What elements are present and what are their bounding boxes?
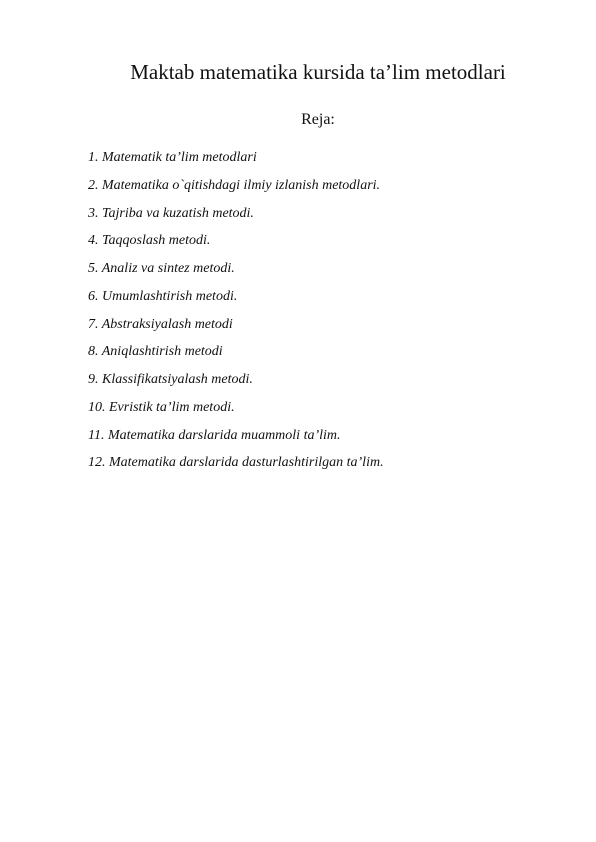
plan-item-5: 5. Analiz va sintez metodi.: [88, 261, 235, 276]
page-title: Maktab matematika kursida ta’lim metodlari: [130, 60, 506, 84]
plan-item-1: 1. Matematik ta’lim metodlari: [88, 150, 257, 165]
plan-item-3: 3. Tajriba va kuzatish metodi.: [88, 205, 254, 221]
plan-item-7: 7. Abstraksiyalash metodi: [88, 316, 233, 332]
plan-item-2: 2. Matematika o`qitishdagi ilmiy izlanish metodlari.: [88, 177, 381, 193]
plan-item-4: 4. Taqqoslash metodi.: [88, 233, 211, 249]
plan-list: [88, 148, 568, 481]
plan-heading: Reja:: [301, 111, 335, 128]
plan-item-9: 9. Klassifikatsiyalash metodi.: [88, 372, 253, 387]
plan-item-10: 10. Evristik ta’lim metodi.: [88, 399, 235, 415]
plan-item-8: 8. Aniqlashtirish metodi: [88, 344, 223, 360]
plan-item-12: 12. Matematika darslarida dasturlashtirilgan ta’lim.: [88, 455, 384, 471]
plan-item-6: 6. Umumlashtirish metodi.: [88, 288, 238, 304]
plan-item-11: 11. Matematika darslarida muammoli ta’lim.: [88, 427, 341, 443]
